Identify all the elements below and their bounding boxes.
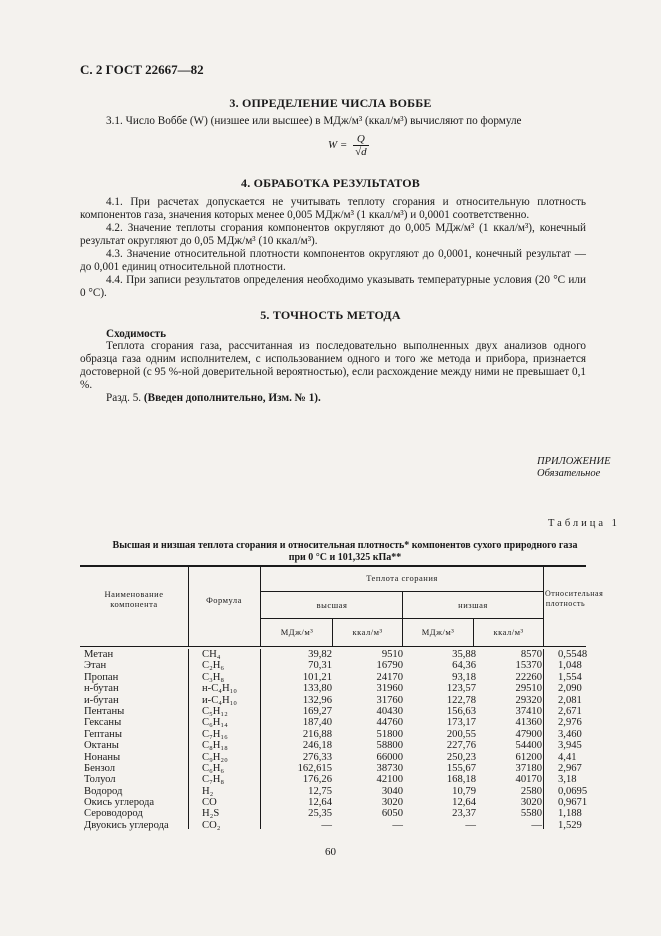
table-caption [80, 540, 610, 564]
section-3-paragraph: 3.1. Число Воббе (W) (низшее или высшее) в МДж/м³ (ккал/м³) вычисляют по формуле [106, 115, 522, 127]
table-top-rule [80, 565, 586, 567]
row-higher-mj: — [321, 819, 332, 831]
header-formula: Формула [206, 595, 242, 605]
row-lower-mj: 93,18 [452, 671, 476, 683]
row-lower-kcal: 40170 [515, 774, 542, 786]
row-lower-kcal: 15370 [515, 660, 542, 672]
row-higher-mj: 132,96 [302, 694, 332, 706]
row-name: Двуокись углерода [84, 819, 169, 831]
section-5-note [80, 392, 586, 405]
appendix-label [537, 456, 611, 480]
row-lower-kcal: 61200 [515, 751, 542, 763]
table-row [80, 706, 586, 717]
row-higher-mj: 25,35 [308, 808, 332, 820]
row-higher-kcal: 31760 [376, 694, 403, 706]
row-density: 3,945 [558, 740, 582, 752]
row-lower-mj: 227,76 [446, 740, 476, 752]
row-lower-mj: 123,57 [446, 683, 476, 695]
row-formula: C₇H₁₆ [202, 728, 228, 740]
row-density: 2,671 [558, 705, 582, 717]
table-row [80, 808, 586, 819]
row-formula: CH₄ [202, 649, 221, 660]
row-density: 2,967 [558, 762, 582, 774]
row-formula: C₃H₈ [202, 671, 225, 683]
row-density: 2,081 [558, 694, 582, 706]
row-higher-kcal: 31960 [376, 683, 403, 695]
section-5-note-bold: (Введен дополнительно, Изм. № 1). [143, 392, 321, 404]
table-row [80, 672, 586, 683]
row-lower-kcal: 41360 [515, 717, 542, 729]
row-higher-mj: 12,64 [308, 797, 332, 809]
row-formula: H₂ [202, 785, 214, 797]
row-higher-mj: 70,31 [308, 660, 332, 672]
row-lower-kcal: — [531, 819, 542, 831]
table-row [80, 786, 586, 797]
table-row [80, 717, 586, 728]
row-lower-mj: 12,64 [452, 797, 476, 809]
section-3-title: 3. ОПРЕДЕЛЕНИЕ ЧИСЛА ВОББЕ [229, 96, 432, 110]
row-higher-kcal: 66000 [376, 751, 403, 763]
header-higher: высшая [316, 600, 348, 610]
section-5-subtitle: Сходимость [106, 328, 167, 340]
row-lower-mj: 23,37 [452, 808, 476, 820]
table-row [80, 740, 586, 751]
row-lower-mj: 156,63 [446, 705, 476, 717]
section-5-title: 5. ТОЧНОСТЬ МЕТОДА [260, 308, 401, 322]
table-header [80, 565, 604, 647]
row-density: 0,5548 [558, 649, 588, 660]
row-higher-mj: 276,33 [302, 751, 332, 763]
header-vline-6 [543, 565, 544, 647]
row-name: Окись углерода [84, 797, 155, 809]
row-lower-mj: 10,79 [452, 785, 476, 797]
row-name: н-бутан [84, 683, 119, 695]
header-bottom-rule [80, 646, 586, 647]
row-higher-kcal: 3040 [381, 785, 403, 797]
row-higher-kcal: 58800 [376, 740, 403, 752]
row-higher-kcal: 51800 [376, 728, 403, 740]
row-lower-kcal: 8570 [520, 649, 542, 660]
row-name: Гексаны [84, 717, 122, 729]
formula-numerator: Q [353, 133, 369, 146]
header-vline-2 [260, 565, 261, 647]
table-caption-line-1: Высшая и низшая теплота сгорания и относительная плотность* компонентов сухого природного газа [112, 540, 578, 551]
row-density: 1,554 [558, 671, 582, 683]
header-name: Наименование компонента [104, 589, 164, 609]
row-lower-mj: 250,23 [446, 751, 476, 763]
row-lower-mj: 173,17 [446, 717, 476, 729]
row-name: Октаны [84, 740, 119, 752]
row-name: Пропан [84, 671, 119, 683]
wobbe-formula [328, 133, 369, 158]
section-5-paragraph: Теплота сгорания газа, рассчитанная из последовательно выполненных двух анализов одного образца газа одним исполнителем, с использованием одного и того же метода и прибора, признается достоверной (с 95 %-ной доверительной вероятностью), если расхождение между ними не превышает 0,1 %. [80, 340, 586, 391]
table-row [80, 763, 586, 774]
row-name: Пентаны [84, 705, 125, 717]
row-formula: и-C₄H₁₀ [202, 694, 237, 706]
header-lower: низшая [458, 600, 488, 610]
row-higher-kcal: — [392, 819, 403, 831]
row-higher-kcal: 16790 [376, 660, 403, 672]
row-formula: C₆H₆ [202, 762, 225, 774]
row-name: Сероводород [84, 808, 143, 820]
row-higher-mj: 246,18 [302, 740, 332, 752]
row-formula: CO₂ [202, 819, 221, 831]
row-formula: C₈H₁₈ [202, 740, 228, 752]
table-row [80, 649, 586, 660]
row-higher-kcal: 9510 [381, 649, 403, 660]
row-lower-kcal: 54400 [515, 740, 542, 752]
header-heat: Теплота сгорания [366, 573, 438, 583]
row-higher-kcal: 38730 [376, 762, 403, 774]
row-formula: н-C₄H₁₀ [202, 683, 237, 695]
row-higher-mj: 169,27 [302, 705, 332, 717]
section-4-paragraph-2: 4.2. Значение теплоты сгорания компонентов округляют до 0,005 МДж/м³ (1 ккал/м³), конечный результат округляют до 0,05 МДж/м³ (10 ккал/м³). [80, 222, 586, 247]
row-name: Нонаны [84, 751, 121, 763]
section-4-paragraph-3: 4.3. Значение относительной плотности компонентов округляют до 0,0001, конечный результат — до 0,001 единиц относительной плотности. [80, 248, 586, 273]
row-higher-kcal: 44760 [376, 717, 403, 729]
table-body [80, 649, 586, 831]
header-lower-mj: МДж/м³ [421, 627, 455, 637]
row-higher-mj: 162,615 [297, 762, 332, 774]
table-row [80, 729, 586, 740]
header-lower-kcal: ккал/м³ [493, 627, 524, 637]
row-density: 1,529 [558, 819, 582, 831]
row-lower-kcal: 5580 [520, 808, 542, 820]
row-density: 2,090 [558, 683, 582, 695]
row-formula: C₆H₁₄ [202, 717, 228, 729]
table-row [80, 752, 586, 763]
section-4-paragraph-1: 4.1. При расчетах допускается не учитывать теплоту сгорания и относительную плотность компонентов газа, значения которых менее 0,005 МДж/м³ (1 ккал/м³) и 0,0001 соответственно. [80, 196, 586, 221]
row-lower-kcal: 2580 [520, 785, 542, 797]
section-4-paragraph-4: 4.4. При записи результатов определения необходимо указывать температурные условия (20 °С или 0 °С). [80, 274, 586, 299]
row-higher-kcal: 6050 [381, 808, 403, 820]
row-name: и-бутан [84, 694, 119, 706]
header-higher-kcal: ккал/м³ [352, 627, 383, 637]
table-caption-line-2: при 0 °С и 101,325 кПа** [288, 552, 402, 563]
row-name: Гептаны [84, 728, 122, 740]
row-higher-mj: 187,40 [302, 717, 332, 729]
row-density: 1,188 [558, 808, 582, 820]
section-5-note-prefix: Разд. 5. [106, 392, 144, 404]
row-name: Толуол [84, 774, 116, 786]
header-higher-mj: МДж/м³ [280, 627, 314, 637]
table-row [80, 774, 586, 785]
table-row [80, 660, 586, 671]
section-4-title: 4. ОБРАБОТКА РЕЗУЛЬТАТОВ [241, 176, 420, 190]
row-name: Бензол [84, 762, 116, 774]
row-higher-kcal: 40430 [376, 705, 403, 717]
row-density: 3,460 [558, 728, 582, 740]
row-formula: C₂H₆ [202, 660, 225, 672]
page-number: 60 [325, 846, 336, 858]
row-lower-kcal: 37180 [515, 762, 542, 774]
row-higher-mj: 12,75 [308, 785, 332, 797]
row-higher-mj: 133,80 [302, 683, 332, 695]
row-lower-kcal: 29320 [515, 694, 542, 706]
row-lower-mj: 200,55 [446, 728, 476, 740]
page-header: С. 2 ГОСТ 22667—82 [80, 62, 204, 77]
row-lower-kcal: 29510 [515, 683, 542, 695]
header-density: Относительная плотность [545, 589, 604, 608]
header-vline-1 [188, 565, 189, 647]
row-higher-mj: 176,26 [302, 774, 332, 786]
table-row [80, 695, 586, 706]
row-density: 4,41 [558, 751, 577, 763]
row-formula: C₉H₂₀ [202, 751, 228, 763]
formula-fraction [353, 133, 369, 158]
row-lower-mj: 168,18 [446, 774, 476, 786]
row-name: Этан [84, 660, 107, 672]
row-formula: C₇H₈ [202, 774, 225, 786]
row-lower-mj: 35,88 [452, 649, 476, 660]
table-row [80, 820, 586, 831]
formula-lhs: W = [328, 139, 348, 152]
row-name: Водород [84, 785, 123, 797]
row-lower-kcal: 37410 [515, 705, 542, 717]
table-row [80, 797, 586, 808]
row-density: 0,9671 [558, 797, 588, 809]
row-lower-mj: 64,36 [452, 660, 476, 672]
row-higher-kcal: 3020 [381, 797, 403, 809]
row-density: 1,048 [558, 660, 582, 672]
row-lower-mj: 122,78 [446, 694, 476, 706]
row-lower-mj: — [465, 819, 476, 831]
row-density: 0,0695 [558, 785, 588, 797]
row-higher-kcal: 42100 [376, 774, 403, 786]
row-higher-mj: 101,21 [302, 671, 332, 683]
formula-denominator: √d [355, 146, 367, 158]
appendix-subtitle: Обязательное [537, 468, 601, 479]
row-formula: CO [202, 797, 217, 809]
row-formula: H₂S [202, 808, 220, 820]
table-number: Таблица 1 [548, 518, 620, 529]
row-name: Метан [84, 649, 114, 660]
row-lower-kcal: 47900 [515, 728, 542, 740]
row-density: 3,18 [558, 774, 577, 786]
row-lower-kcal: 22260 [515, 671, 542, 683]
row-lower-mj: 155,67 [446, 762, 476, 774]
appendix-title: ПРИЛОЖЕНИЕ [537, 456, 611, 467]
row-formula: C₅H₁₂ [202, 705, 228, 717]
row-lower-kcal: 3020 [520, 797, 542, 809]
row-higher-kcal: 24170 [376, 671, 403, 683]
row-higher-mj: 216,88 [302, 728, 332, 740]
table-row [80, 683, 586, 694]
row-higher-mj: 39,82 [308, 649, 332, 660]
row-density: 2,976 [558, 717, 582, 729]
